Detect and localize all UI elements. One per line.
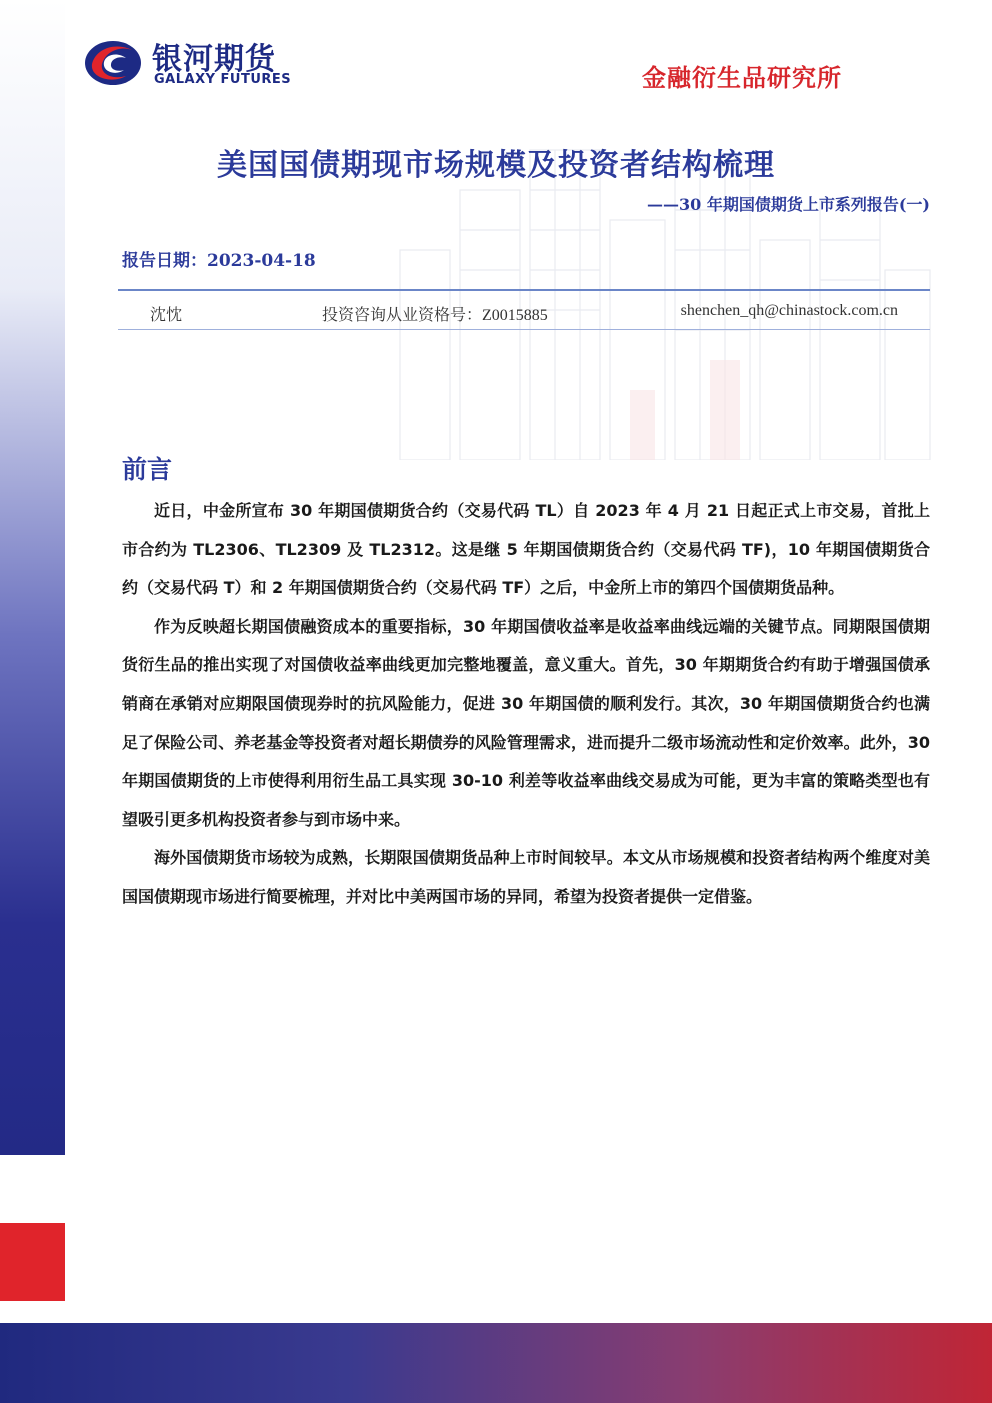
author-license-number: 投资咨询从业资格号：Z0015885: [322, 307, 548, 324]
bottom-decor-band: [0, 1323, 992, 1403]
paragraph: 近日，中金所宣布 30 年期国债期货合约（交易代码 TL）自 2023 年 4 月 21 日起正式上市交易，首批上市合约为 TL2306、TL2309 及 TL2312。这是继 5 年期国债期货合约（交易代码 TF)，10 年期国债期货合约（交易代码 T）和 2 年期国债期货合约（交易代码 TF）之后，中金所上市的第四个国债期货品种。: [122, 501, 930, 598]
preface-body: [122, 492, 930, 917]
report-subtitle: ——30 年期国债期货上市系列报告(一): [647, 195, 930, 214]
paragraph: 作为反映超长期国债融资成本的重要指标，30 年期国债收益率是收益率曲线远端的关键节点。同期限国债期货衍生品的推出实现了对国债收益率曲线更加完整地覆盖，意义重大。首先，30 年期期货合约有助于增强国债承销商在承销对应期限国债现券时的抗风险能力，促进 30 年期国债的顺利发行。其次，30 年期国债期货合约也满足了保险公司、养老基金等投资者对超长期债券的风险管理需求，进而提升二级市场流动性和定价效率。此外，30 年期国债期货的上市使得利用衍生品工具实现 30-10 利差等收益率曲线交易成为可能，更为丰富的策略类型也有望吸引更多机构投资者参与到市场中来。: [122, 616, 930, 829]
institute-name: 金融衍生品研究所: [642, 63, 842, 92]
report-title: 美国国债期现市场规模及投资者结构梳理: [217, 148, 775, 183]
left-red-block: [0, 1223, 65, 1301]
paragraph: 海外国债期货市场较为成熟，长期限国债期货品种上市时间较早。本文从市场规模和投资者结构两个维度对美国国债期现市场进行简要梳理，并对比中美两国市场的异同，希望为投资者提供一定借鉴。: [122, 848, 930, 906]
author-email: shenchen_qh@chinastock.com.cn: [680, 302, 898, 319]
left-decor-bar: [0, 0, 65, 1403]
logo-english-name: GALAXY FUTURES: [154, 72, 292, 87]
report-date: 报告日期：2023-04-18: [122, 251, 316, 271]
section-heading-preface: 前言: [122, 455, 173, 484]
galaxy-futures-logo: [82, 28, 322, 98]
logo-chinese-name: 银河期货: [152, 42, 276, 77]
author-info-row: [118, 300, 930, 324]
left-white-gap: [0, 1155, 65, 1223]
author-row-bottom-rule: [118, 329, 930, 330]
author-row-top-rule: [118, 289, 930, 291]
author-name: 沈忱: [150, 307, 183, 324]
galaxy-logo-icon: [82, 30, 144, 92]
